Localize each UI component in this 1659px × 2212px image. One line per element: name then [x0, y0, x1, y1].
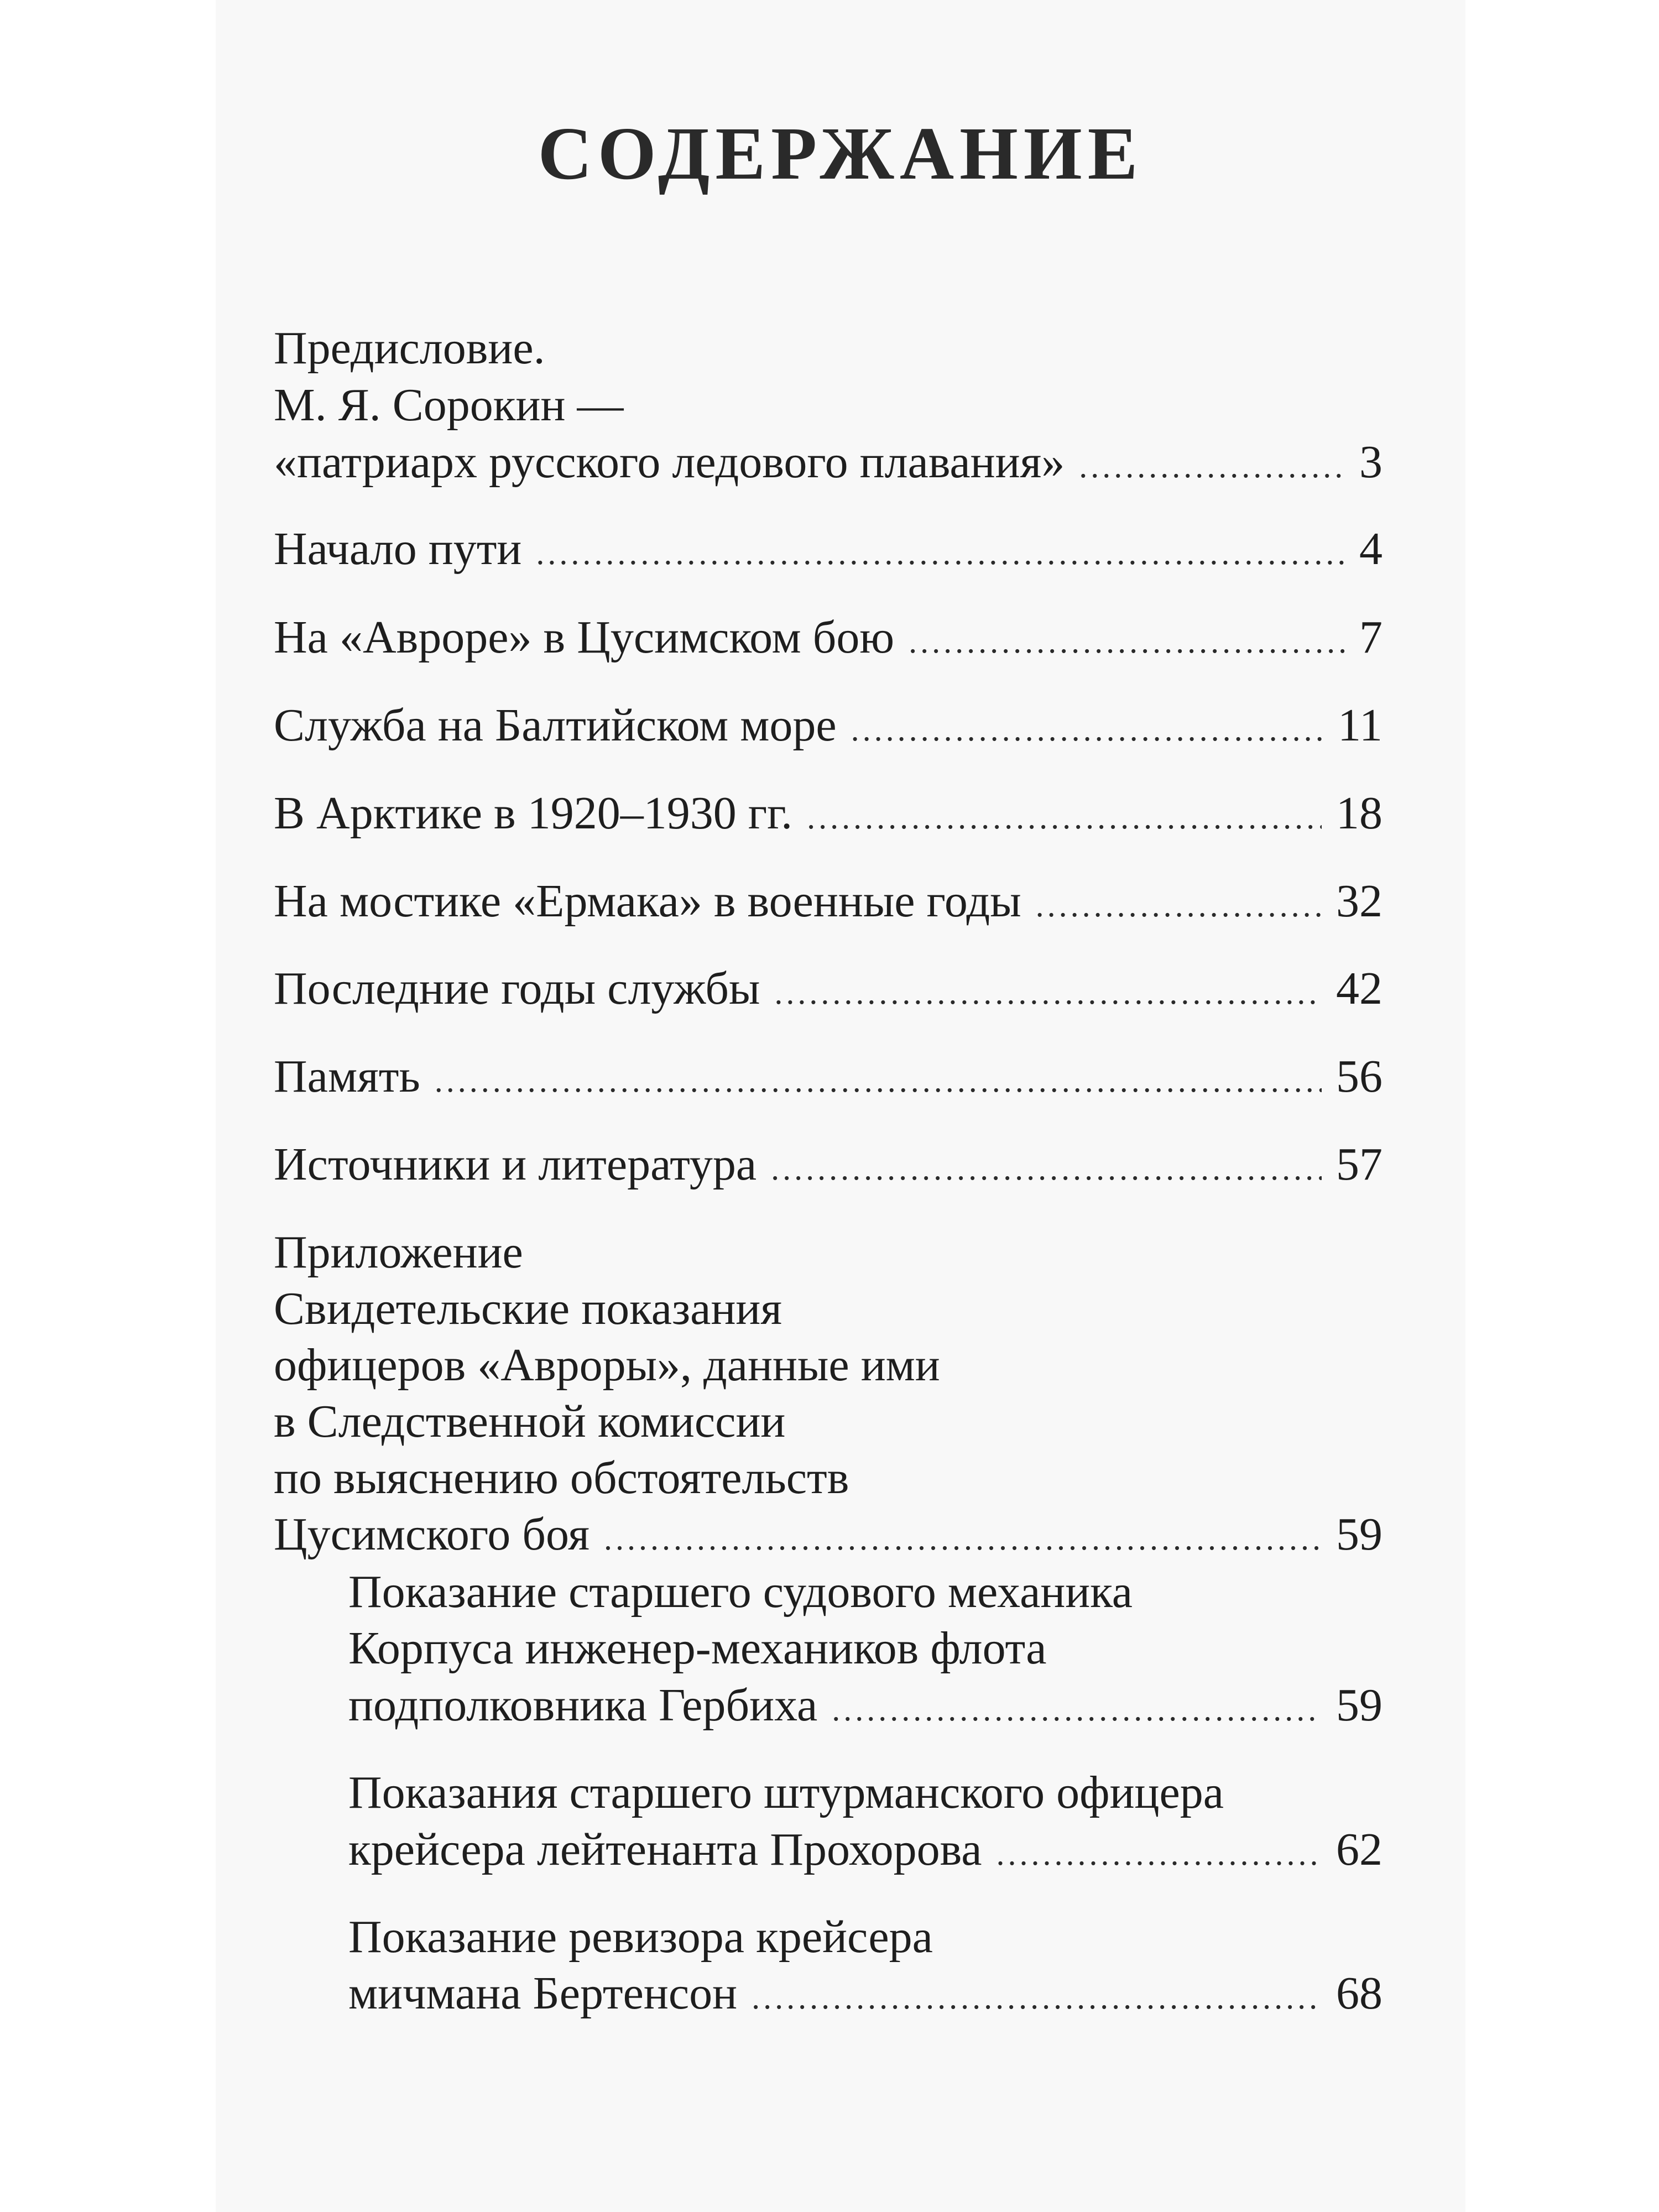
toc-page-number: 32: [1336, 875, 1383, 927]
toc-entry-title: Последние годы службы: [274, 963, 760, 1014]
leader-dots: [435, 1053, 1322, 1108]
toc-page-number: 59: [1336, 1679, 1383, 1731]
toc-entry: [274, 698, 1383, 753]
toc-entry-title: В Арктике в 1920–1930 гг.: [274, 787, 793, 839]
toc-entry-title: «патриарх русского ледового плавания»: [274, 436, 1065, 488]
toc-page-number: 42: [1336, 963, 1383, 1014]
toc-entry: [274, 610, 1383, 665]
leader-dots: [1079, 439, 1345, 494]
toc-entry: [274, 435, 1383, 490]
toc-entry-title: мичмана Бертенсон: [348, 1968, 738, 2019]
toc-page-number: 4: [1359, 523, 1383, 575]
toc-page-number: 68: [1336, 1968, 1383, 2019]
toc-entry-line: М. Я. Сорокин —: [274, 379, 624, 431]
toc-page-number: 62: [1336, 1824, 1383, 1875]
toc-subentry: [348, 1678, 1383, 1733]
toc-page-number: 7: [1359, 612, 1383, 663]
leader-dots: [771, 1141, 1322, 1196]
toc-entry-title: Источники и литература: [274, 1139, 757, 1190]
leader-dots: [851, 702, 1323, 757]
toc-page-number: 57: [1336, 1139, 1383, 1190]
toc-entry-line: офицеров «Авроры», данные ими: [274, 1339, 940, 1391]
toc-entry-title: Цусимского боя: [274, 1509, 590, 1560]
toc-entry-title: Служба на Балтийском море: [274, 700, 837, 751]
toc-entry-line: Приложение: [274, 1227, 523, 1278]
leader-dots: [832, 1682, 1322, 1737]
leader-dots: [604, 1511, 1322, 1566]
toc-entry-title: Память: [274, 1051, 420, 1102]
toc-entry-line: Свидетельские показания: [274, 1283, 782, 1334]
toc-subentry-line: Показание старшего судового механика: [348, 1566, 1133, 1618]
toc-entry: [274, 786, 1383, 841]
toc-subentry-line: Корпуса инженер-механиков флота: [348, 1623, 1047, 1674]
toc-entry-line: Предисловие.: [274, 322, 545, 374]
page-title: СОДЕРЖАНИЕ: [538, 112, 1144, 195]
leader-dots: [536, 525, 1345, 581]
book-page: [216, 0, 1465, 2212]
toc-entry-title: Начало пути: [274, 523, 522, 575]
toc-entry: [274, 1137, 1383, 1192]
toc-page-number: 59: [1336, 1509, 1383, 1560]
leader-dots: [996, 1826, 1322, 1881]
toc-page-number: 3: [1359, 436, 1383, 488]
toc-entry-line: в Следственной комиссии: [274, 1396, 786, 1447]
toc-entry-title: крейсера лейтенанта Прохорова: [348, 1824, 982, 1875]
toc-entry-title: подполковника Гербиха: [348, 1679, 818, 1731]
toc-page-number: 56: [1336, 1051, 1383, 1102]
toc-subentry-line: Показания старшего штурманского офицера: [348, 1767, 1224, 1818]
leader-dots: [807, 790, 1322, 845]
toc-entry-title: На мостике «Ермака» в военные годы: [274, 875, 1021, 927]
toc-page-number: 18: [1336, 787, 1383, 839]
toc-entry-line: по выяснению обстоятельств: [274, 1452, 849, 1504]
toc-subentry-line: Показание ревизора крейсера: [348, 1911, 933, 1963]
toc-entry: [274, 1049, 1383, 1104]
toc-subentry: [348, 1822, 1383, 1877]
leader-dots: [909, 614, 1345, 669]
toc-entry: [274, 961, 1383, 1016]
toc-entry-title: На «Авроре» в Цусимском бою: [274, 612, 895, 663]
toc-entry: [274, 1507, 1383, 1562]
toc-entry: [274, 874, 1383, 929]
leader-dots: [1036, 878, 1322, 933]
leader-dots: [774, 965, 1322, 1020]
leader-dots: [752, 1970, 1322, 2025]
toc-entry: [274, 521, 1383, 577]
toc-page-number: 11: [1338, 700, 1383, 751]
toc-subentry: [348, 1966, 1383, 2021]
